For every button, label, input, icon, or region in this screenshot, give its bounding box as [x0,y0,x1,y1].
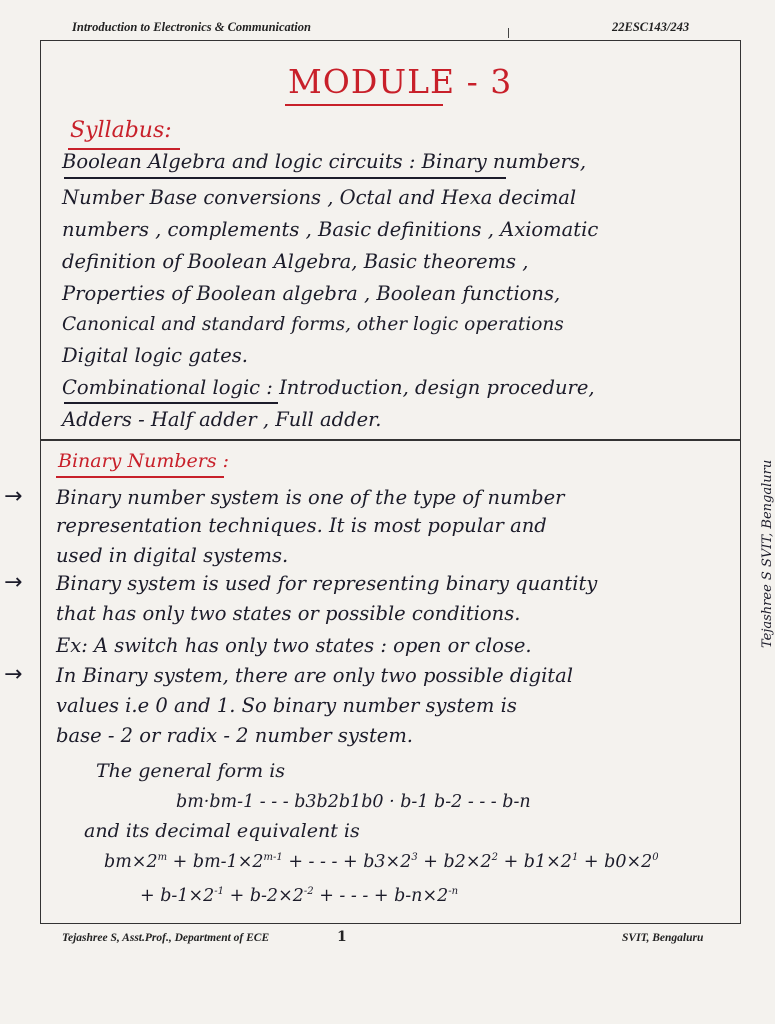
binary-line: Binary number system is one of the type of number [56,486,565,509]
decimal-equivalent-line-1: $bm\times 2^m + bm-1\times 2^{m-1}$ + - - - + $b3\times 2^3 + b2\times 2^2 + b1\times 2^1 + b0\times 2^0$ [104,852,659,872]
module-title: MODULE - 3 [288,62,513,101]
decimal-equivalent-line-2: + $b-1\times 2^{-1} + b-2\times 2^{-2}$ + - - - + $b-n\times 2^{-n}$ [140,886,459,906]
syllabus-line: Properties of Boolean algebra , Boolean functions, [62,282,561,305]
general-form-intro: The general form is [96,760,286,782]
binary-line: values i.e 0 and 1. So binary number system is [56,694,517,717]
binary-line: used in digital systems. [56,544,289,567]
course-code: 22ESC143/243 [612,20,690,34]
footer-institute: SVIT, Bengaluru [622,932,704,944]
syllabus-line: Canonical and standard forms, other logic operations [62,314,564,335]
syllabus-line: Adders - Half adder , Full adder. [62,408,382,431]
syllabus-line: Combinational logic : Introduction, design procedure, [62,376,595,399]
binary-line: base - 2 or radix - 2 number system. [56,724,414,747]
binary-heading: Binary Numbers : [58,450,230,472]
arrow-bullet-icon: → [4,570,23,595]
syllabus-topic-underline [64,177,506,179]
binary-line: Binary system is used for representing binary quantity [56,572,598,595]
binary-line: representation techniques. It is most popular and [56,514,547,537]
arrow-bullet-icon: → [4,662,23,687]
module-title-underline [285,104,443,106]
syllabus-line: numbers , complements , Basic definitions , Axiomatic [62,218,599,241]
syllabus-line: Digital logic gates. [62,344,248,367]
page-number: 1 [337,929,347,945]
arrow-bullet-icon: → [4,484,23,509]
syllabus-line: Number Base conversions , Octal and Hexa decimal [62,186,577,209]
side-note: Tejashree S SVIT, Bengaluru [760,459,775,648]
binary-heading-underline [56,476,224,478]
combinational-underline [64,402,278,404]
section-divider [40,439,741,441]
general-form-expression: bm·bm-1 - - - b3b2b1b0 · b-1 b-2 - - - b-n [176,792,531,812]
syllabus-line: Boolean Algebra and logic circuits : Binary numbers, [62,150,587,173]
decimal-intro: and its decimal equivalent is [84,820,360,842]
syllabus-heading: Syllabus: [70,118,172,143]
header-tick-mark [508,28,509,38]
footer-author: Tejashree S, Asst.Prof., Department of ECE [62,932,270,944]
syllabus-line: definition of Boolean Algebra, Basic theorems , [62,250,529,273]
binary-line: Ex: A switch has only two states : open or close. [56,634,532,657]
binary-line: In Binary system, there are only two possible digital [56,664,574,687]
binary-line: that has only two states or possible conditions. [56,602,521,625]
course-title: Introduction to Electronics & Communication [72,20,311,34]
